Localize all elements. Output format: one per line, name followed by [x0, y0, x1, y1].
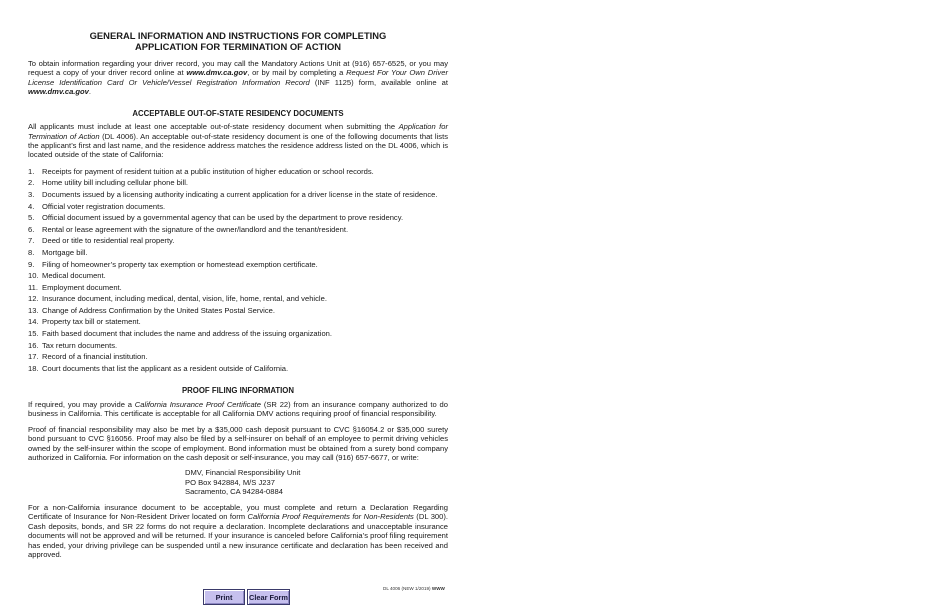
- form-code-suffix: WWW: [431, 586, 445, 591]
- print-button[interactable]: Print: [203, 589, 245, 605]
- list-item: [28, 363, 448, 375]
- list-item-text: Documents issued by a licensing authority indicating a current application for a driver license in the state of residence.: [42, 189, 438, 199]
- dmv-website-link-2[interactable]: www.dmv.ca.gov: [28, 87, 89, 97]
- mailing-address: [185, 468, 448, 497]
- list-item-text: Rental or lease agreement with the signature of the owner/landlord and the tenant/resident.: [42, 224, 349, 234]
- title-line-1: GENERAL INFORMATION AND INSTRUCTIONS FOR COMPLETING: [89, 30, 387, 41]
- list-item: [28, 282, 448, 294]
- form-code-text: DL 4006 (NEW 1/2019): [383, 586, 432, 591]
- document-title: [28, 30, 448, 52]
- list-item: [28, 293, 448, 305]
- list-item-text: Employment document.: [42, 282, 122, 292]
- list-item-number: 4.: [28, 201, 35, 211]
- list-item: [28, 201, 448, 213]
- list-item-text: Record of a financial institution.: [42, 352, 148, 362]
- list-item: [28, 247, 448, 259]
- intro-text-1: To obtain information regarding your driver record, you may call the Mandatory Actions Unit at (916) 657-6525, or you may request a copy of your driver record online at: [28, 59, 448, 78]
- residency-paragraph: [28, 122, 448, 160]
- list-item: [28, 189, 448, 201]
- list-item-number: 16.: [28, 340, 39, 350]
- list-item-number: 18.: [28, 363, 39, 373]
- dl4006-form-name: Application for Termination of Action: [28, 122, 449, 141]
- list-item: [28, 177, 448, 189]
- sr22-form-name: California Insurance Proof Certificate: [134, 399, 261, 409]
- list-item-number: 1.: [28, 166, 35, 176]
- residency-document-list: [28, 166, 448, 375]
- list-item-text: Property tax bill or statement.: [42, 317, 141, 327]
- list-item: [28, 224, 448, 236]
- proof-heading: PROOF FILING INFORMATION: [181, 386, 295, 396]
- proof-paragraph-2: Proof of financial responsibility may also be met by a $35,000 cash deposit pursuant to CVC §16054.2 or $35,000 surety bond pursuant to CVC §16056. Proof may also be filed by a self-insurer on behalf of an employee to permit driving vehicles owned by the self-insurer within the scope of employment. Bond information must be obtained from a surety bond company authorized in California. For information on the cash deposit or self-insurance, you may call (916) 657-6677, or write:: [28, 424, 448, 462]
- list-item-text: Filing of homeowner’s property tax exemption or homestead exemption certificate.: [42, 259, 318, 269]
- proof-p3-text-2: (DL 300). Cash deposits, bonds, and SR 22 forms do not require a declaration. Incomplete declarations and unacceptable insurance documents will not be approved and will be returned. If your insurance is canceled before California’s proof filing requirement has ended, your driving privilege can be suspended until a new insurance certificate and declaration has been received and approved.: [28, 512, 449, 559]
- intro-text-3: (INF 1125) form, available online at: [309, 77, 448, 87]
- list-item: [28, 328, 448, 340]
- list-item-number: 3.: [28, 189, 35, 199]
- list-item-number: 5.: [28, 213, 35, 223]
- list-item-number: 17.: [28, 352, 39, 362]
- instructions-content: [28, 30, 448, 565]
- list-item-text: Mortgage bill.: [42, 247, 88, 257]
- list-item-text: Faith based document that includes the name and address of the issuing organization.: [42, 329, 333, 339]
- list-item-number: 8.: [28, 247, 35, 257]
- list-item-number: 10.: [28, 271, 39, 281]
- intro-text-4: .: [88, 87, 92, 97]
- intro-paragraph: [28, 59, 448, 97]
- list-item: [28, 340, 448, 352]
- list-item-number: 2.: [28, 178, 35, 188]
- clear-form-button[interactable]: Clear Form: [247, 589, 290, 605]
- list-item-text: Change of Address Confirmation by the United States Postal Service.: [42, 305, 275, 315]
- title-line-2: APPLICATION FOR TERMINATION OF ACTION: [134, 41, 342, 52]
- list-item-text: Insurance document, including medical, dental, vision, life, home, rental, and vehicle.: [42, 294, 327, 304]
- address-line-3: Sacramento, CA 94284-0884: [185, 487, 283, 497]
- form-code: [383, 586, 445, 591]
- list-item: [28, 259, 448, 271]
- list-item-text: Court documents that list the applicant as a resident outside of California.: [42, 363, 289, 373]
- list-item-text: Home utility bill including cellular phone bill.: [42, 178, 189, 188]
- list-item: [28, 166, 448, 178]
- list-item: [28, 212, 448, 224]
- list-item-number: 12.: [28, 294, 39, 304]
- list-item: [28, 270, 448, 282]
- inf1125-form-name: Request For Your Own Driver License Identification Card Or Vehicle/Vessel Registration Information Record: [28, 68, 448, 87]
- residency-text-1: All applicants must include at least one acceptable out-of-state residency document when submitting the: [28, 122, 399, 132]
- list-item: [28, 305, 448, 317]
- list-item-number: 15.: [28, 329, 39, 339]
- list-item-text: Medical document.: [42, 271, 106, 281]
- address-line-2: PO Box 942884, M/S J237: [185, 477, 275, 487]
- list-item-number: 14.: [28, 317, 39, 327]
- list-item-text: Official voter registration documents.: [42, 201, 166, 211]
- list-item-text: Tax return documents.: [42, 340, 118, 350]
- list-item-number: 6.: [28, 224, 35, 234]
- list-item: [28, 235, 448, 247]
- list-item-text: Deed or title to residential real property.: [42, 236, 175, 246]
- proof-p1-text-1: If required, you may provide a: [28, 399, 135, 409]
- proof-p1-text-2: (SR 22) from an insurance company authorized to do business in California. This certificate is acceptable for all California DMV actions requiring proof of financial responsibility.: [28, 399, 448, 419]
- dmv-website-link[interactable]: www.dmv.ca.gov: [186, 68, 248, 78]
- list-item-number: 9.: [28, 259, 35, 269]
- residency-heading: ACCEPTABLE OUT-OF-STATE RESIDENCY DOCUMENTS: [132, 108, 344, 118]
- residency-text-2: (DL 4006). An acceptable out-of-state residency document is one of the following documents that lists the applicant’s first and last name, and the residence address matches the residence address listed on the DL 4006, which is located outside of the state of California:: [28, 131, 448, 160]
- list-item: [28, 316, 448, 328]
- proof-paragraph-1: [28, 400, 448, 419]
- proof-p3-text-1: For a non-California insurance document to be acceptable, you must complete and return a Declaration Regarding Certificate of Insurance for Non-Resident Driver located on form: [28, 502, 448, 522]
- list-item-number: 11.: [28, 282, 38, 292]
- list-item: [28, 351, 448, 363]
- dl300-form-name: California Proof Requirements for Non-Residents: [247, 512, 414, 522]
- address-line-1: DMV, Financial Responsibility Unit: [185, 468, 301, 478]
- intro-text-2: , or by mail by completing a: [247, 68, 347, 78]
- list-item-text: Official document issued by a governmental agency that can be used by the department to prove residency.: [42, 213, 404, 223]
- proof-paragraph-3: [28, 503, 448, 559]
- list-item-number: 7.: [28, 236, 35, 246]
- list-item-text: Receipts for payment of resident tuition at a public institution of higher education or school records.: [42, 166, 374, 176]
- list-item-number: 13.: [28, 305, 39, 315]
